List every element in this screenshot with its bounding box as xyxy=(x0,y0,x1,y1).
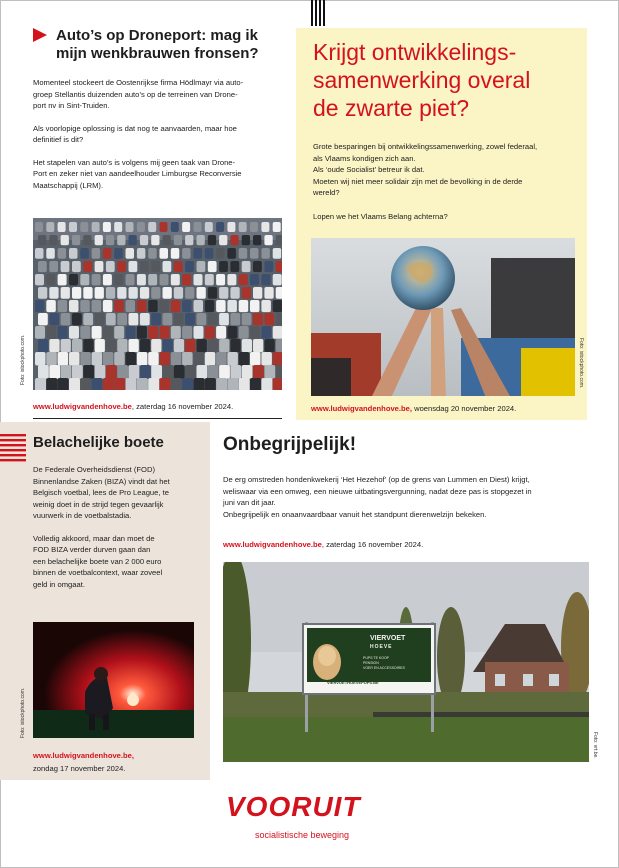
article-body: De Federale Overheidsdienst (FOD) Binnenlandse Zaken (BIZA) vindt dat het Belgisch voetbal, lees de Pro League, te weinig doet in de strijd tegen gevaarlijk vuurwerk in de voetbalstadia. Volledig akkoord, maar dan moet de FOD BIZA verder durven gaan dan een belachelijke boete van 2 000 euro binnen de voetbalcontext, waar zoveel geld in omgaat. xyxy=(33,465,170,589)
red-stripes-icon xyxy=(0,434,26,462)
photo-credit: Foto: istockphoto.com. xyxy=(578,338,584,389)
article-source: www.ludwigvandenhove.be, woensdag 20 november 2024. xyxy=(311,404,517,413)
billboard-brand: VIERVOET HOEVE xyxy=(370,635,406,650)
source-link[interactable]: www.ludwigvandenhove.be, xyxy=(33,751,134,760)
article-title: Belachelijke boete xyxy=(33,434,164,451)
parked-cars-photo xyxy=(33,218,282,390)
photo-credit: Foto: istockphoto.com. xyxy=(20,687,26,738)
barcode-stripes-icon xyxy=(311,0,325,26)
red-triangle-icon xyxy=(33,28,47,42)
billboard-items: PUPS TE KOOP PENSION VOER EN ACCESSOIRES xyxy=(363,656,405,670)
article-body: Momenteel stockeert de Oostenrijkse firma Hödlmayr via auto- groep Stellantis duizenden auto’s op de terreinen van Drone- port nv in Sint-Truiden. Als voorlopige oplossing is dat nog te aanvaarden, maar hoe definitief is dit? Het stapelen van auto’s is volgens mij geen taak van Drone- Port en zeker niet van aandeelhouder Limburgse Reconversie Maatschappij (LRM). xyxy=(33,78,244,190)
photo-credit: Foto: vrt.be. xyxy=(592,732,598,759)
divider xyxy=(33,418,282,419)
vooruit-logo: VOORUIT xyxy=(226,791,361,822)
article-body: De erg omstreden hondenkwekerij ‘Het Hezehof’ (op de grens van Lummen en Diest) krijgt, weliswaar via een omweg, een nieuwe uitbatingsvergunning, nadat deze pas is stopgezet in juni van dit jaar. Onbegrijpelijk en onaanvaardbaar vanuit het standpunt dierenwelzijn bekeken. xyxy=(223,475,532,519)
article-source: www.ludwigvandenhove.be, zaterdag 16 november 2024. xyxy=(223,540,424,549)
dog-kennel-photo xyxy=(223,562,589,762)
article-title: Auto’s op Droneport: mag ik mijn wenkbrauwen fronsen? xyxy=(56,27,259,62)
photo-credit: Foto: istockphoto.com. xyxy=(20,334,26,385)
globe-hands-photo xyxy=(311,238,575,396)
article-body: Grote besparingen bij ontwikkelingssamenwerking, zowel federaal, als Vlaams kondigen zich aan. Als ‘oude Socialist’ betreur ik dat. Moeten wij niet meer solidair zijn met de bevolking in de derde wereld? Lopen we het Vlaams Belang achterna? xyxy=(313,142,538,221)
source-link[interactable]: www.ludwigvandenhove.be xyxy=(33,402,132,411)
flare-photo xyxy=(33,622,194,738)
article-title: Onbegrijpelijk! xyxy=(223,434,357,455)
source-link[interactable]: www.ludwigvandenhove.be xyxy=(223,540,322,549)
billboard-url: VIERVOETHOEVEPUPS.BE xyxy=(327,680,379,685)
article-source: www.ludwigvandenhove.be, zondag 17 november 2024. xyxy=(33,751,134,773)
logo-tagline: socialistische beweging xyxy=(255,830,350,840)
source-link[interactable]: www.ludwigvandenhove.be, xyxy=(311,404,412,413)
article-source: www.ludwigvandenhove.be, zaterdag 16 november 2024. xyxy=(33,402,234,411)
article-title: Krijgt ontwikkelings- samenwerking overal de zwarte piet? xyxy=(313,39,531,121)
